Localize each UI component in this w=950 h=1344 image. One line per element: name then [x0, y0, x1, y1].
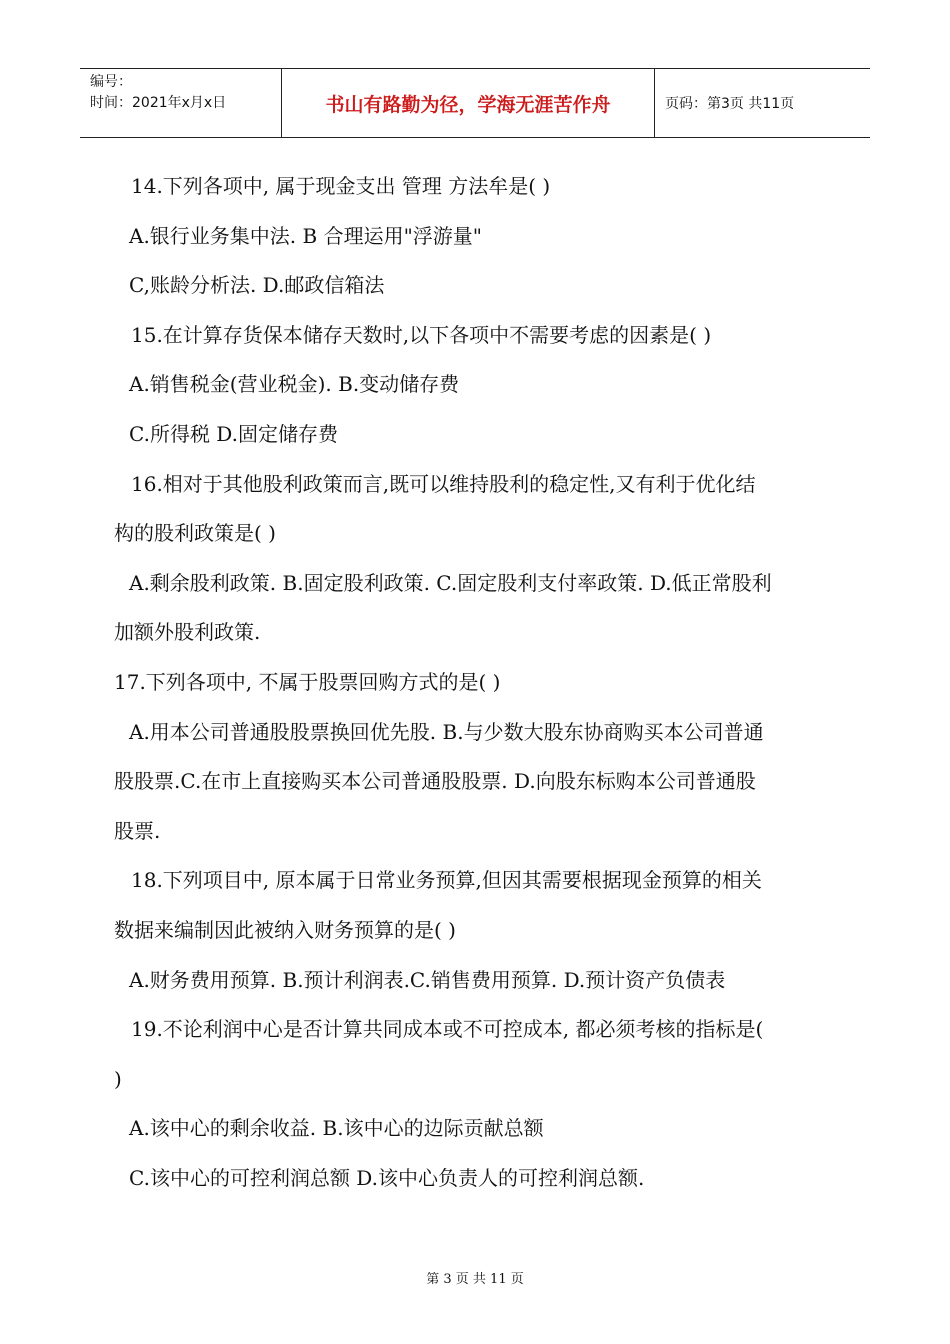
text-line: A.银行业务集中法. B 合理运用"浮游量": [129, 223, 482, 248]
header-page-info: 页码：第3页 共11页: [665, 96, 795, 112]
text-line: 数据来编制因此被纳入财务预算的是( ): [114, 917, 456, 942]
text-line: A.销售税金(营业税金). B.变动储存费: [129, 372, 460, 397]
text-line: 构的股利政策是( ): [114, 521, 276, 546]
text-line: 14.下列各项中, 属于现金支出 管理 方法牟是( ): [131, 174, 551, 198]
text-line: A.财务费用预算. B.预计利润表.C.销售费用预算. D.预计资产负债表: [129, 967, 726, 992]
text-line: A.用本公司普通股股票换回优先股. B.与少数大股东协商购买本公司普通: [129, 719, 764, 744]
document-body: [114, 162, 844, 1203]
text-line: C.该中心的可控利润总额 D.该中心负责人的可控利润总额.: [129, 1165, 645, 1190]
time-label: 时间：2021年x月x日: [90, 95, 227, 111]
text-line: 17.下列各项中, 不属于股票回购方式的是( ): [114, 669, 501, 694]
page-footer: 第 3 页 共 11 页: [426, 1272, 524, 1287]
text-line: 19.不论利润中心是否计算共同成本或不可控成本, 都必须考核的指标是(: [131, 1017, 764, 1042]
text-line: C,账龄分析法. D.邮政信箱法: [129, 273, 385, 298]
header-motto: 书山有路勤为径，学海无涯苦作舟: [282, 69, 655, 137]
text-line: ): [114, 1066, 122, 1091]
text-line: 18.下列项目中, 原本属于日常业务预算,但因其需要根据现金预算的相关: [131, 868, 762, 893]
header-meta: [80, 69, 282, 137]
number-label: 编号：: [90, 74, 132, 90]
page-header: [80, 68, 870, 138]
text-line: 16.相对于其他股利政策而言,既可以维持股利的稳定性,又有利于优化结: [131, 471, 756, 496]
text-line: 加额外股利政策.: [114, 620, 261, 645]
text-line: 15.在计算存货保本储存天数时,以下各项中不需要考虑的因素是( ): [131, 322, 712, 347]
text-line: C.所得税 D.固定储存费: [129, 421, 338, 446]
text-line: A.剩余股利政策. B.固定股利政策. C.固定股利支付率政策. D.低正常股利: [129, 570, 772, 595]
text-line: 股票.: [114, 818, 161, 843]
text-line: A.该中心的剩余收益. B.该中心的边际贡献总额: [129, 1116, 544, 1141]
text-line: 股股票.C.在市上直接购买本公司普通股股票. D.向股东标购本公司普通股: [114, 769, 756, 794]
